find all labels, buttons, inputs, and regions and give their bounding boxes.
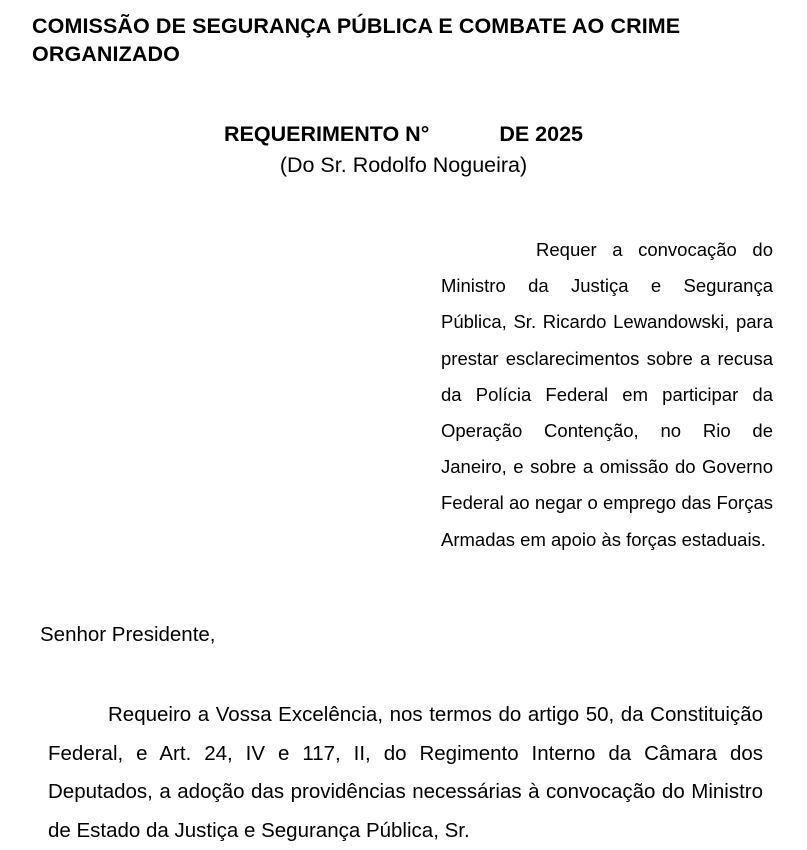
committee-name: COMISSÃO DE SEGURANÇA PÚBLICA E COMBATE AO CRIME ORGANIZADO (32, 14, 681, 66)
requerimento-title-year: DE 2025 (499, 122, 583, 146)
requerimento-title (0, 119, 807, 149)
salutation: Senhor Presidente, (40, 623, 216, 646)
body-paragraph: Requeiro a Vossa Excelência, nos termos do artigo 50, da Constituição Federal, e Art. 24, IV e 117, II, do Regimento Interno da Câmara dos Deputados, a adoção das providências necessárias à convocação do Ministro de Estado da Justiça e Segurança Pública, Sr. (48, 703, 763, 842)
ementa: Requer a convocação do Ministro da Justiça e Segurança Pública, Sr. Ricardo Lewandowski, para prestar esclarecimentos sobre a recusa da Polícia Federal em participar da Operação Contenção, no Rio de Janeiro, e sobre a omissão do Governo Federal ao negar o emprego das Forças Armadas em apoio às forças estaduais. (441, 239, 773, 550)
requerimento-title-prefix: REQUERIMENTO N° (224, 122, 430, 146)
requerimento-author: (Do Sr. Rodolfo Nogueira) (279, 153, 528, 177)
